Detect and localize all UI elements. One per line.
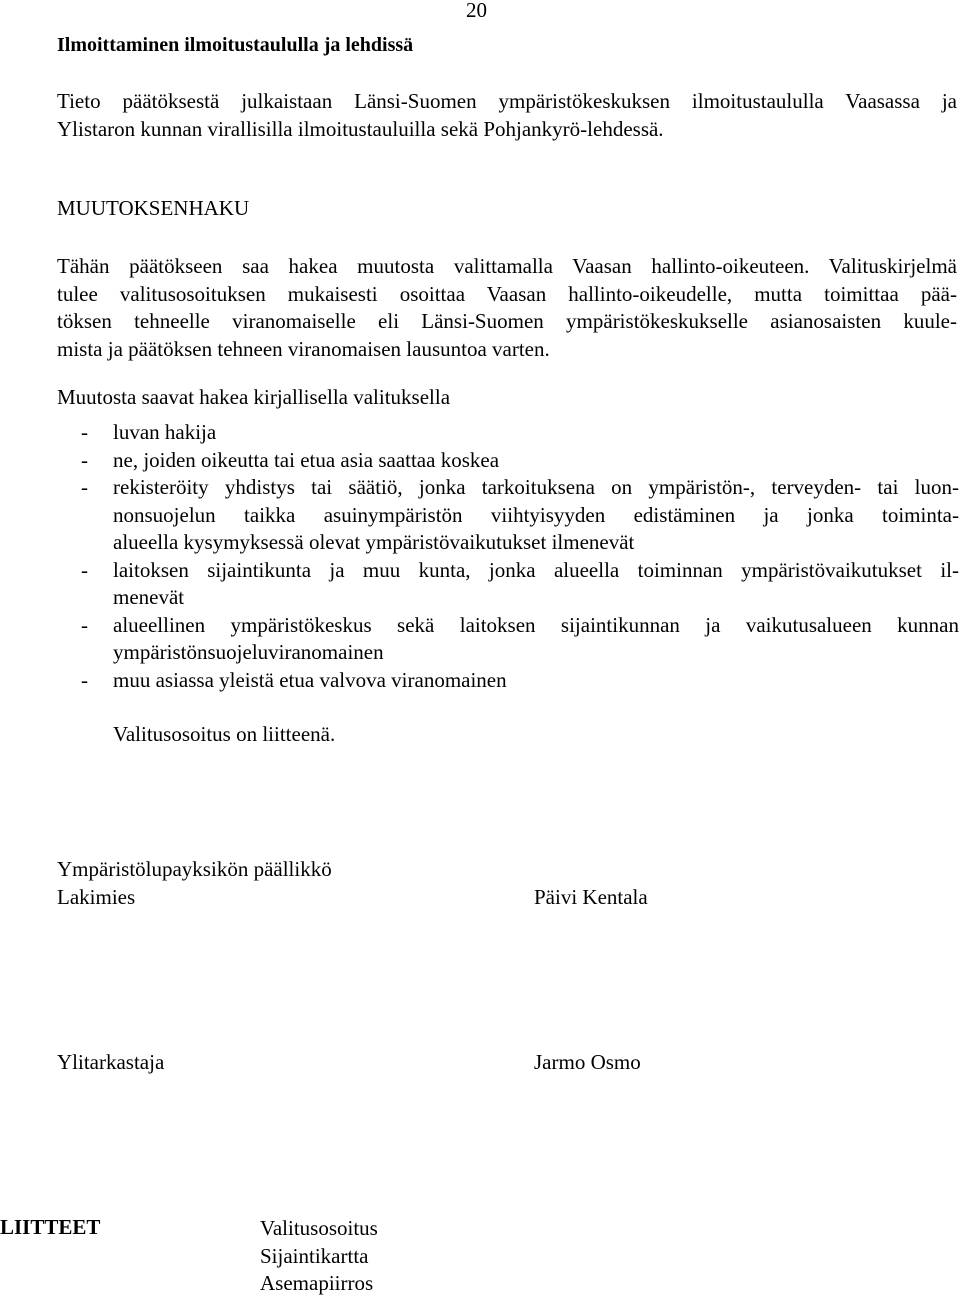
notice-line: Ylistaron kunnan virallisilla ilmoitustauluilla sekä Pohjankyrö-lehdessä. (57, 116, 664, 141)
list-dash: - (81, 420, 88, 444)
attachment-item: Asemapiirros (260, 1271, 374, 1295)
who-list (57, 419, 959, 694)
appeal-paragraph (57, 253, 957, 363)
appeal-line: Tähän päätökseen saa hakea muutosta valittamalla Vaasan hallinto-oikeuteen. Valituskirjelmä (57, 254, 957, 278)
list-item-text: luvan hakija (113, 420, 217, 444)
signature-name: Jarmo Osmo (534, 1050, 641, 1074)
list-dash: - (81, 475, 88, 499)
list-item-text: laitoksen sijaintikunta ja muu kunta, jonka alueella toiminnan ympäristövaikutukset il- (113, 557, 959, 582)
signature-name: Päivi Kentala (534, 885, 648, 909)
list-item-text: alueellinen ympäristökeskus sekä laitoksen sijaintikunnan ja vaikutusalueen kunnan (113, 612, 959, 637)
list-item-text: ympäristönsuojeluviranomainen (113, 640, 384, 664)
list-item-text: ne, joiden oikeutta tai etua asia saattaa koskea (113, 447, 500, 472)
who-intro-text: Muutosta saavat hakea kirjallisella valituksella (57, 385, 451, 409)
who-intro (57, 384, 957, 412)
attachment-item: Valitusosoitus (260, 1216, 378, 1240)
attachments-heading: LIITTEET (0, 1215, 101, 1239)
list-item (57, 612, 959, 667)
signature-unit: Ympäristölupayksikön päällikkö (57, 857, 332, 881)
notice-heading: Ilmoittaminen ilmoitustaululla ja lehdissä (57, 34, 414, 56)
list-dash: - (81, 557, 88, 582)
list-item-text: muu asiassa yleistä etua valvova viranomainen (113, 667, 507, 692)
list-item-text: nonsuojelun taikka asuinympäristön viihtyisyyden edistäminen ja jonka toiminta- (113, 502, 959, 527)
list-dash: - (81, 667, 88, 692)
appeal-heading: MUUTOKSENHAKU (57, 196, 250, 220)
list-item (57, 474, 959, 557)
signature-role: Lakimies (57, 885, 136, 909)
appeal-line: tulee valitusosoituksen mukaisesti osoittaa Vaasan hallinto-oikeudelle, mutta toimittaa pää- (57, 281, 957, 306)
appeal-line: mista ja päätöksen tehneen viranomaisen lausuntoa varten. (57, 336, 550, 361)
list-item-text: menevät (113, 585, 185, 609)
list-item (57, 419, 959, 447)
notice-paragraph (57, 88, 957, 143)
list-dash: - (81, 447, 88, 472)
list-dash: - (81, 612, 88, 637)
notice-line: Tieto päätöksestä julkaistaan Länsi-Suomen ympäristökeskuksen ilmoitustaululla Vaasassa ja (57, 89, 957, 113)
list-item-text: rekisteröity yhdistys tai säätiö, jonka tarkoituksena on ympäristön-, terveyden- tai luon- (113, 475, 959, 499)
list-item (57, 667, 959, 695)
list-item (57, 447, 959, 475)
page-number: 20 (466, 0, 487, 22)
attachment-note: Valitusosoitus on liitteenä. (113, 722, 336, 746)
list-item-text: alueella kysymyksessä olevat ympäristövaikutukset ilmenevät (113, 530, 635, 554)
attachment-item: Sijaintikartta (260, 1243, 369, 1268)
list-item (57, 557, 959, 612)
appeal-line: töksen tehneelle viranomaiselle eli Länsi-Suomen ympäristökeskukselle asianosaisten kuule- (57, 309, 957, 333)
signature-role: Ylitarkastaja (57, 1050, 165, 1074)
attachments-list (260, 1215, 378, 1298)
